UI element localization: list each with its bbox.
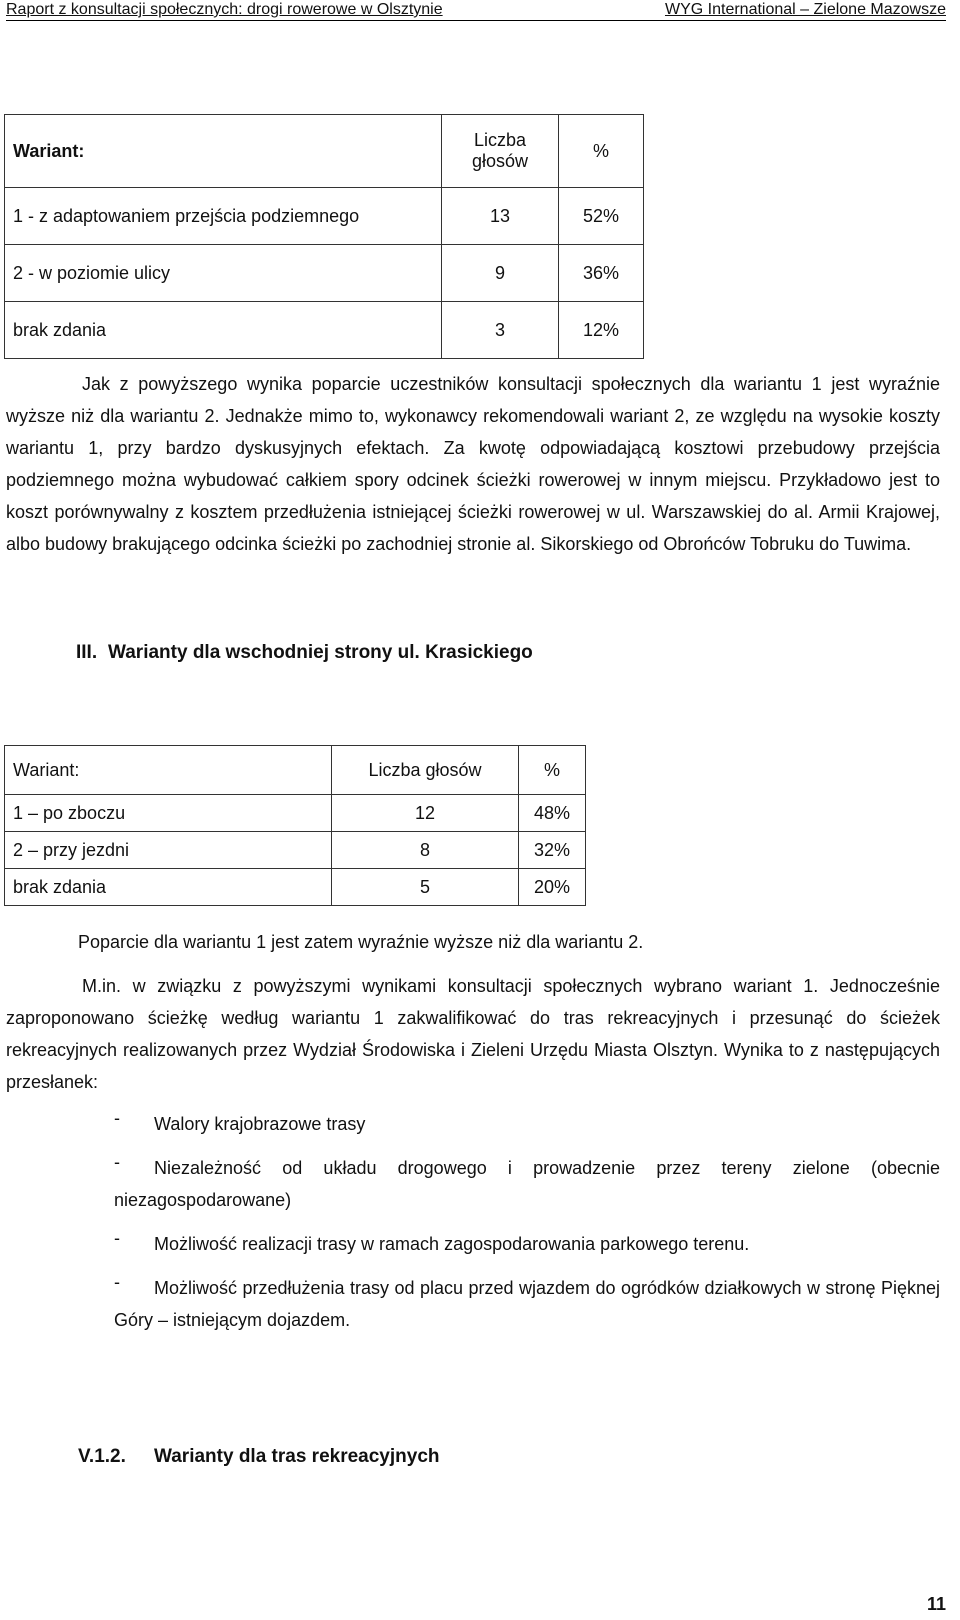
list-item: Niezależność od układu drogowego i prowadzenie przez tereny zielone (obecnie niezagospodarowane) — [114, 1158, 940, 1210]
header-wariant: Wariant: — [5, 115, 442, 188]
table-row — [5, 795, 586, 832]
votes-table-krasickiego — [4, 745, 586, 906]
paragraph-analysis: Jak z powyższego wynika poparcie uczestników konsultacji społecznych dla wariantu 1 jest wyraźnie wyższe niż dla wariantu 2. Jednakże mimo to, wykonawcy rekomendowali wariant 2, ze względu na wysokie koszty wariantu 1, przy bardzo dyskusyjnych efektach. Za kwotę odpowiadającą kosztowi przebudowy przejścia podziemnego można wybudować całkiem spory odcinek ścieżki rowerowej w innym miejscu. Przykładowo jest to koszt porównywalny z kosztem przedłużenia istniejącej ścieżki rowerowej w ul. Warszawskiej do al. Armii Krajowej, albo budowy brakującego odcinka ścieżki po zachodniej stronie al. Sikorskiego od Obrońców Tobruku do Tuwima. — [6, 374, 940, 554]
cell-wariant: brak zdania — [5, 869, 332, 906]
table-row — [5, 869, 586, 906]
cell-percent: 20% — [519, 869, 586, 906]
header-wariant: Wariant: — [5, 746, 332, 795]
page-number: 11 — [926, 1594, 946, 1614]
table-row — [5, 245, 644, 302]
bullet-marker: - — [114, 1108, 120, 1128]
paragraph-support: Poparcie dla wariantu 1 jest zatem wyraźnie wyższe niż dla wariantu 2. — [78, 932, 644, 952]
cell-percent: 52% — [559, 188, 644, 245]
section-title: Warianty dla tras rekreacyjnych — [154, 1446, 440, 1467]
list-item: Możliwość przedłużenia trasy od placu przed wjazdem do ogródków działkowych w stronę Pięknej Góry – istniejącym dojazdem. — [114, 1278, 940, 1330]
cell-votes: 8 — [332, 832, 519, 869]
header-liczba-glosow: Liczba głosów — [332, 746, 519, 795]
bullet-marker: - — [114, 1228, 120, 1248]
header-liczba-glosow: Liczba głosów — [442, 115, 559, 188]
list-item: Możliwość realizacji trasy w ramach zagospodarowania parkowego terenu. — [154, 1234, 750, 1254]
cell-wariant: 1 - z adaptowaniem przejścia podziemnego — [5, 188, 442, 245]
section-title: Warianty dla wschodniej strony ul. Krasickiego — [108, 642, 533, 663]
votes-table-przejscie — [4, 114, 644, 359]
cell-votes: 13 — [442, 188, 559, 245]
table-header-row — [5, 115, 644, 188]
header-right-title: WYG International – Zielone Mazowsze — [664, 1, 946, 18]
cell-wariant: brak zdania — [5, 302, 442, 359]
cell-wariant: 1 – po zboczu — [5, 795, 332, 832]
section-number: V.1.2. — [78, 1446, 126, 1467]
paragraph-decision: M.in. w związku z powyższymi wynikami konsultacji społecznych wybrano wariant 1. Jednocześnie zaproponowano ścieżkę według wariantu 1 zakwalifikować do tras rekreacyjnych i przesunąć do ścieżek rekreacyjnych realizowanych przez Wydział Środowiska i Zieleni Urzędu Miasta Olsztyn. Wynika to z następujących przesłanek: — [6, 976, 940, 1092]
cell-percent: 36% — [559, 245, 644, 302]
cell-votes: 12 — [332, 795, 519, 832]
cell-wariant: 2 – przy jezdni — [5, 832, 332, 869]
cell-votes: 3 — [442, 302, 559, 359]
section-number: III. — [76, 642, 98, 663]
bullet-marker: - — [114, 1272, 120, 1292]
cell-wariant: 2 - w poziomie ulicy — [5, 245, 442, 302]
cell-votes: 9 — [442, 245, 559, 302]
table-header-row — [5, 746, 586, 795]
cell-percent: 32% — [519, 832, 586, 869]
cell-percent: 12% — [559, 302, 644, 359]
header-percent: % — [559, 115, 644, 188]
list-item: Walory krajobrazowe trasy — [154, 1114, 366, 1134]
table-row — [5, 188, 644, 245]
bullet-marker: - — [114, 1152, 120, 1172]
cell-votes: 5 — [332, 869, 519, 906]
page-header — [6, 0, 946, 21]
header-percent: % — [519, 746, 586, 795]
cell-percent: 48% — [519, 795, 586, 832]
table-row — [5, 302, 644, 359]
header-left-title: Raport z konsultacji społecznych: drogi rowerowe w Olsztynie — [6, 1, 443, 18]
table-row — [5, 832, 586, 869]
